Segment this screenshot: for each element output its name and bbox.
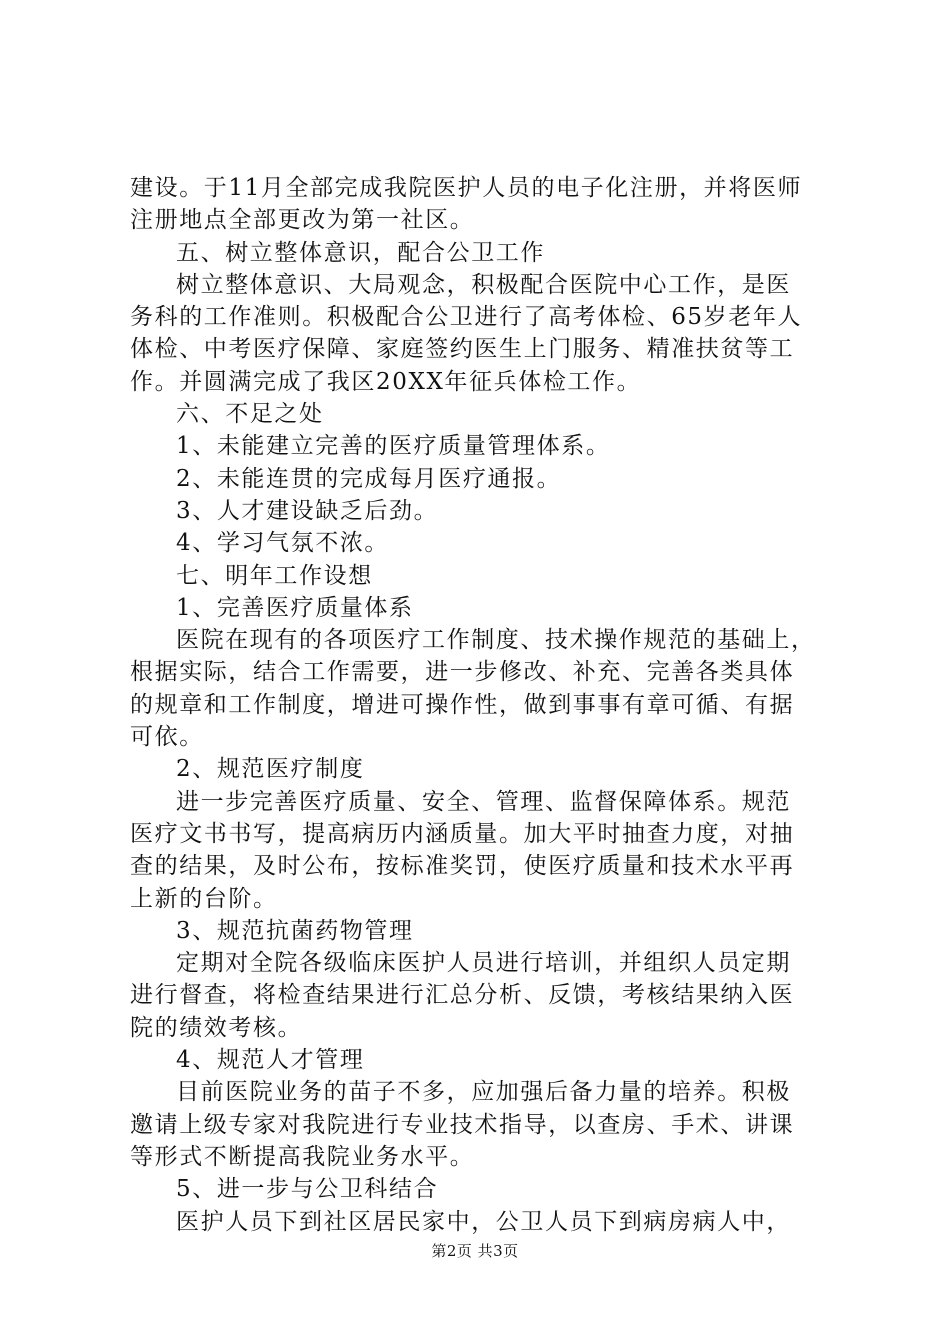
subsection-heading: 1、完善医疗质量体系 xyxy=(176,594,414,621)
body-line: 可依。 xyxy=(130,724,204,751)
body-line: 邀请上级专家对我院进行专业技术指导，以查房、手术、讲课 xyxy=(130,1111,795,1138)
subsection-heading: 2、规范医疗制度 xyxy=(176,756,365,783)
list-item: 4、学习气氛不浓。 xyxy=(176,530,390,557)
body-line: 根据实际，结合工作需要，进一步修改、补充、完善各类具体 xyxy=(130,659,795,686)
body-line: 等形式不断提高我院业务水平。 xyxy=(130,1143,475,1170)
list-item: 2、未能连贯的完成每月医疗通报。 xyxy=(176,465,562,492)
body-line: 医护人员下到社区居民家中，公卫人员下到病房病人中， xyxy=(176,1208,791,1235)
subsection-heading: 5、进一步与公卫科结合 xyxy=(176,1176,439,1203)
body-line: 医院在现有的各项医疗工作制度、技术操作规范的基础上， xyxy=(176,627,816,654)
body-line: 建设。于11月全部完成我院医护人员的电子化注册，并将医师 xyxy=(130,175,803,201)
section-heading: 五、树立整体意识，配合公卫工作 xyxy=(176,239,545,266)
body-line: 定期对全院各级临床医护人员进行培训，并组织人员定期 xyxy=(176,950,791,977)
body-line: 查的结果，及时公布，按标准奖罚，使医疗质量和技术水平再 xyxy=(130,853,795,880)
body-line: 务科的工作准则。积极配合公卫进行了高考体检、65岁老年人 xyxy=(130,304,803,331)
subsection-heading: 3、规范抗菌药物管理 xyxy=(176,917,414,944)
body-line: 院的绩效考核。 xyxy=(130,1014,303,1041)
section-heading: 七、明年工作设想 xyxy=(176,562,373,589)
body-line: 医疗文书书写，提高病历内涵质量。加大平时抽查力度，对抽 xyxy=(130,820,795,847)
subsection-heading: 4、规范人才管理 xyxy=(176,1047,365,1074)
body-line: 体检、中考医疗保障、家庭签约医生上门服务、精准扶贫等工 xyxy=(130,336,795,363)
list-item: 1、未能建立完善的医疗质量管理体系。 xyxy=(176,433,611,460)
list-item: 3、人才建设缺乏后劲。 xyxy=(176,497,439,524)
body-line: 树立整体意识、大局观念，积极配合医院中心工作，是医 xyxy=(176,271,791,298)
section-heading: 六、不足之处 xyxy=(176,401,324,428)
document-body xyxy=(130,172,830,1238)
body-line: 注册地点全部更改为第一社区。 xyxy=(130,207,475,234)
page-number: 第2页 共3页 xyxy=(431,1242,519,1260)
body-line: 目前医院业务的苗子不多，应加强后备力量的培养。积极 xyxy=(176,1079,791,1106)
body-line: 作。并圆满完成了我区20XX年征兵体检工作。 xyxy=(130,368,642,395)
body-line: 进行督查，将检查结果进行汇总分析、反馈，考核结果纳入医 xyxy=(130,982,795,1009)
body-line: 的规章和工作制度，增进可操作性，做到事事有章可循、有据 xyxy=(130,691,795,718)
body-line: 上新的台阶。 xyxy=(130,885,278,912)
body-line: 进一步完善医疗质量、安全、管理、监督保障体系。规范 xyxy=(176,788,791,815)
